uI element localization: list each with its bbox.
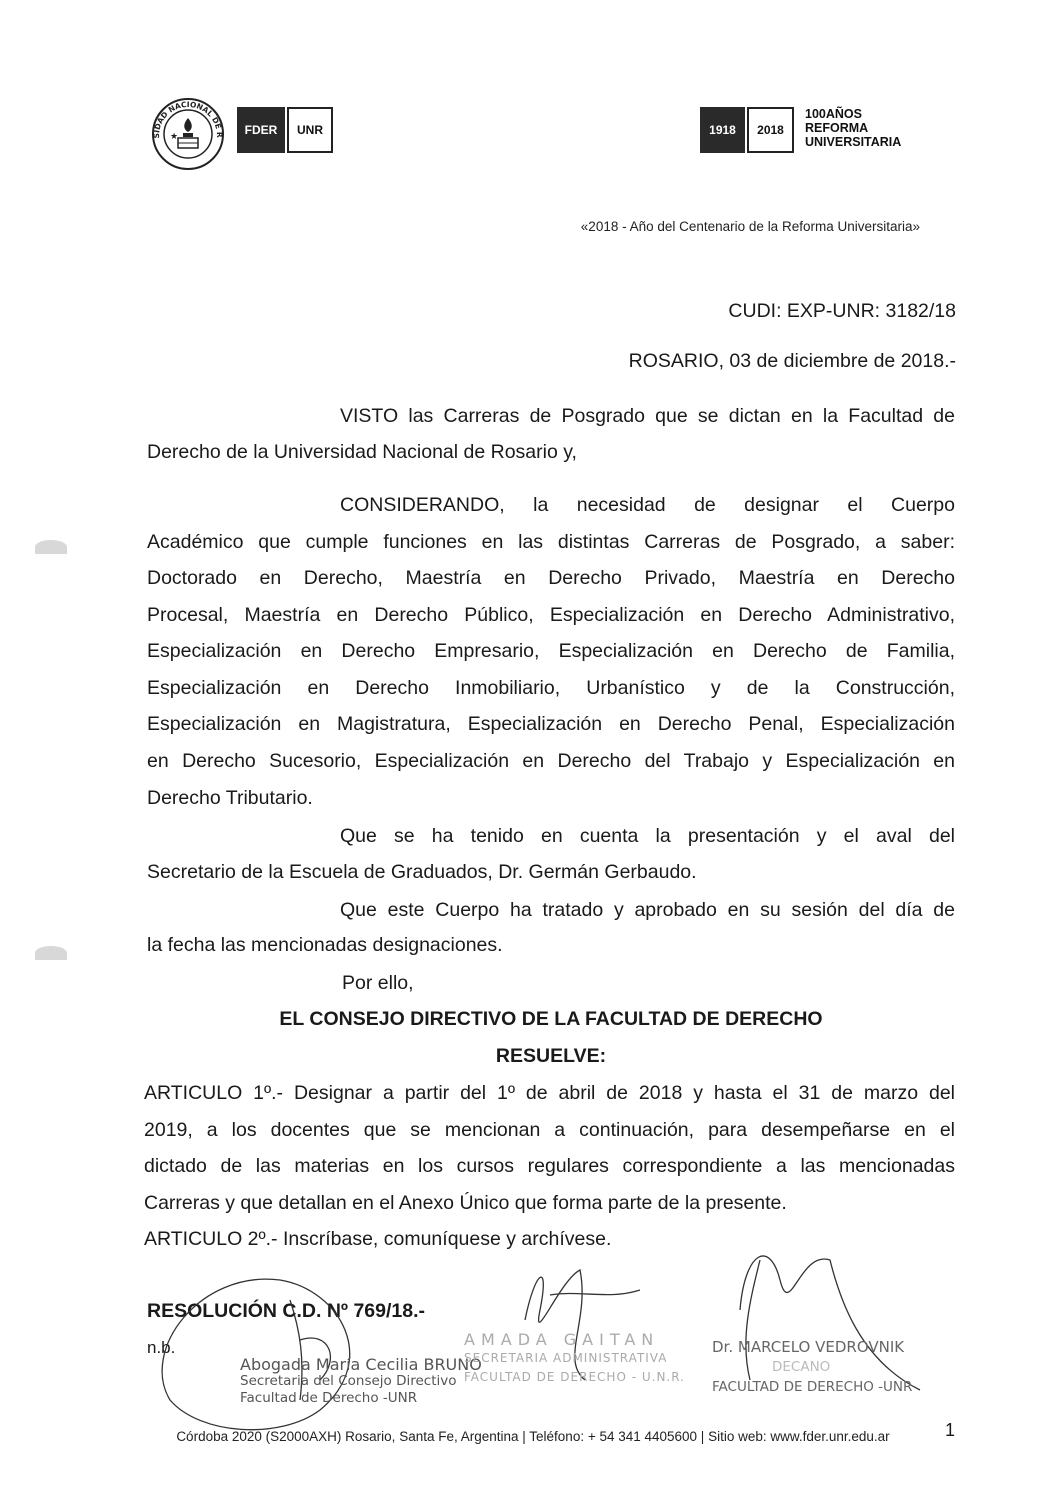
fder-logo: FDER	[237, 107, 285, 153]
page-number: 1	[945, 1420, 956, 1440]
cudi-reference: CUDI: EXP-UNR: 3182/18	[728, 300, 956, 322]
stamp-institution: Facultad de Derecho -UNR	[240, 1390, 418, 1406]
considerando-line: Especialización en Magistratura, Especialización en Derecho Penal, Especialización	[147, 713, 955, 735]
centenario-line: 100AÑOS	[805, 107, 862, 121]
que-line: Que se ha tenido en cuenta la presentación y el aval del	[340, 825, 955, 847]
considerando-line: Especialización en Derecho Inmobiliario, Urbanístico y de la Construcción,	[147, 677, 955, 699]
unr-logo: UNR	[287, 107, 333, 153]
visto-line: VISTO las Carreras de Posgrado que se dictan en la Facultad de	[340, 405, 955, 427]
signature-stamp-decano	[712, 1337, 912, 1397]
por-ello: Por ello,	[342, 972, 414, 994]
university-seal	[150, 96, 226, 172]
signature-stamp-secretaria	[240, 1356, 482, 1407]
resuelve-heading: RESUELVE:	[495, 1045, 607, 1067]
articulo1-line: dictado de las materias en los cursos regulares correspondiente a las mencionadas	[144, 1155, 955, 1177]
stamp-institution: FACULTAD DE DERECHO -UNR	[712, 1379, 913, 1395]
que-line: Secretario de la Escuela de Graduados, Dr. Germán Gerbaudo.	[147, 861, 697, 883]
considerando-line: Especialización en Derecho Empresario, Especialización en Derecho de Familia,	[147, 640, 955, 662]
consejo-heading: EL CONSEJO DIRECTIVO DE LA FACULTAD DE DERECHO	[279, 1008, 823, 1030]
stamp-role: Secretaria del Consejo Directivo	[240, 1373, 457, 1389]
logo-1918: 1918	[700, 107, 745, 153]
articulo1-line: Carreras y que detallan en el Anexo Único que forma parte de la presente.	[144, 1192, 787, 1214]
logo-2018: 2018	[747, 107, 794, 153]
centenario-line: REFORMA	[805, 121, 869, 135]
considerando-line: CONSIDERANDO, la necesidad de designar el Cuerpo	[340, 494, 955, 516]
signature-stamp-administrativa	[464, 1330, 685, 1387]
stamp-institution: FACULTAD DE DERECHO - U.N.R.	[464, 1370, 685, 1384]
considerando-line: Académico que cumple funciones en las distintas Carreras de Posgrado, a saber:	[147, 531, 955, 553]
articulo1-line: ARTICULO 1º.- Designar a partir del 1º de abril de 2018 y hasta el 31 de marzo del	[144, 1082, 955, 1104]
que-line: Que este Cuerpo ha tratado y aprobado en su sesión del día de	[340, 899, 955, 921]
initials: n.b.	[147, 1338, 176, 1357]
considerando-line: Doctorado en Derecho, Maestría en Derecho Privado, Maestría en Derecho	[147, 567, 955, 589]
seal-text: SIDAD NACIONAL DE R	[151, 99, 225, 139]
centenario-line: UNIVERSITARIA	[805, 135, 902, 149]
year-motto: «2018 - Año del Centenario de la Reforma Universitaria»	[580, 219, 920, 234]
svg-text:UNIVERSIDAD NACIONAL DE ROSARI	[150, 96, 224, 138]
stamp-name: AMADA GAITAN	[464, 1330, 660, 1349]
articulo2-line: ARTICULO 2º.- Inscríbase, comuníquese y archívese.	[144, 1228, 612, 1250]
que-line: la fecha las mencionadas designaciones.	[147, 934, 503, 956]
stamp-name: Abogada María Cecilia BRUNO	[240, 1355, 482, 1374]
punch-hole-mark	[35, 946, 67, 960]
resolution-number: RESOLUCIÓN C.D. Nº 769/18.-	[147, 1300, 426, 1322]
stamp-name: Dr. MARCELO VEDROVNIK	[712, 1338, 905, 1356]
considerando-line: Derecho Tributario.	[147, 787, 313, 809]
punch-hole-mark	[35, 540, 67, 554]
considerando-line: en Derecho Sucesorio, Especialización en Derecho del Trabajo y Especialización en	[147, 750, 955, 772]
considerando-line: Procesal, Maestría en Derecho Público, Especialización en Derecho Administrativo,	[147, 604, 955, 626]
articulo1-line: 2019, a los docentes que se mencionan a continuación, para desempeñarse en el	[144, 1119, 955, 1141]
document-date: ROSARIO, 03 de diciembre de 2018.-	[628, 350, 956, 372]
centenario-logo-text	[805, 107, 901, 149]
stamp-role: SECRETARIA ADMINISTRATIVA	[464, 1351, 668, 1365]
footer-contact: Córdoba 2020 (S2000AXH) Rosario, Santa Fe, Argentina | Teléfono: + 54 341 4405600 | Sitio web: www.fder.unr.edu.ar	[176, 1429, 890, 1444]
visto-line: Derecho de la Universidad Nacional de Rosario y,	[147, 441, 577, 463]
svg-text:★: ★	[170, 131, 179, 141]
stamp-role: DECANO	[772, 1359, 831, 1375]
